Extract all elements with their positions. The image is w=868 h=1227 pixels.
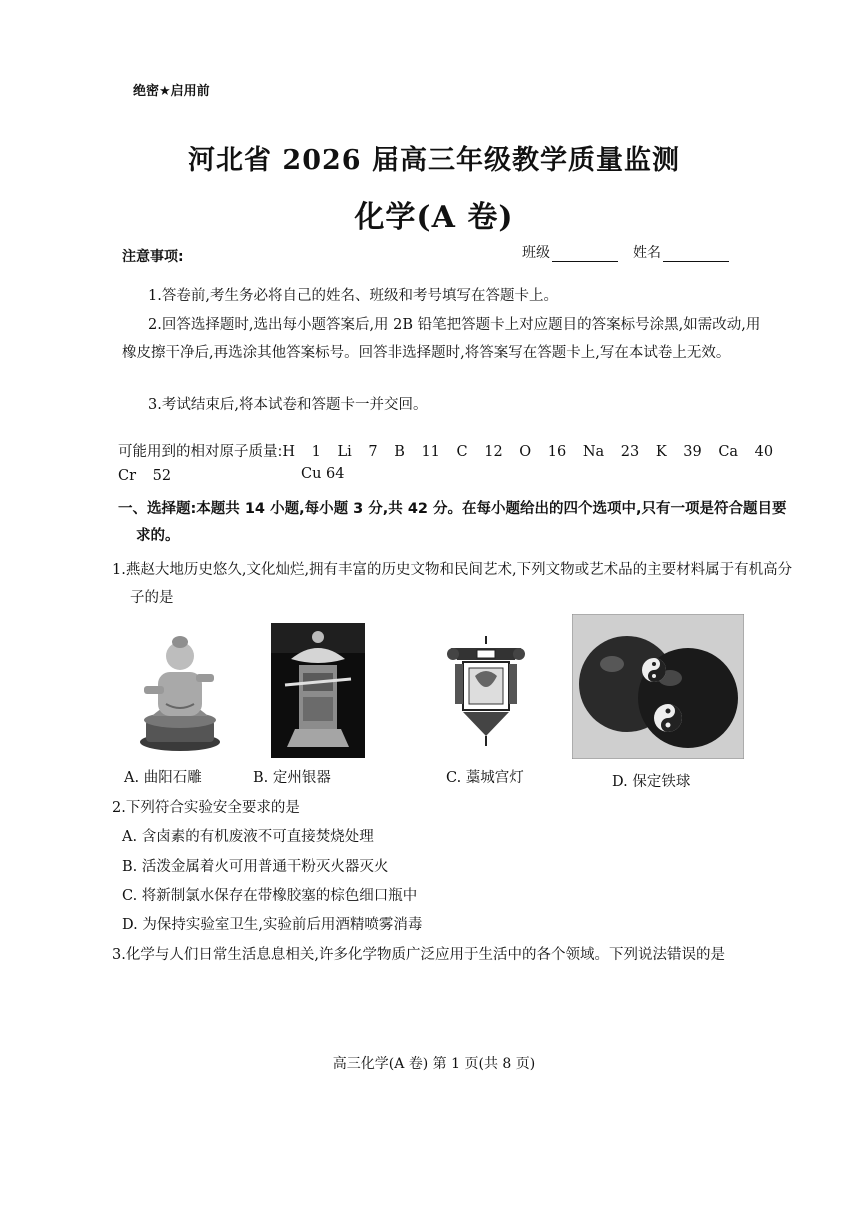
atomic-masses [118,440,778,488]
question-2-option-d: D. 为保持实验室卫生,实验前后用酒精喷雾消毒 [122,917,423,933]
name-blank[interactable] [663,245,729,262]
question-1-option-a: A. 曲阳石雕 [124,770,202,786]
atomic-masses-label: 可能用到的相对原子质量: [118,444,283,460]
class-label: 班级 [522,245,550,261]
confidential-label: 绝密★启用前 [133,84,210,99]
page-footer: 高三化学(A 卷) 第 1 页(共 8 页) [332,1056,536,1072]
class-field[interactable] [522,242,618,262]
question-2-option-b: B. 活泼金属着火可用普通干粉灭火器灭火 [122,859,389,875]
atomic-masses-items: H 1 Li 7 B 11 C 12 O 16 Na 23 K 39 Ca 40 Cr 52 [118,444,774,484]
stone-statue-image [136,620,224,752]
question-2-stem: 2.下列符合实验安全要求的是 [112,800,300,816]
class-blank[interactable] [552,245,618,262]
silver-vessel-image [271,623,365,758]
notice-item-2: 2.回答选择题时,选出每小题答案后,用 2B 铅笔把答题卡上对应题目的答案标号涂黑,如需改动,用橡皮擦干净后,再选涂其他答案标号。回答非选择题时,将答案写在答题卡上,写在本试卷上无效。 [122,317,761,361]
notice-heading: 注意事项: [122,249,184,265]
question-1-option-d: D. 保定铁球 [612,774,691,790]
section-heading: 一、选择题:本题共 14 小题,每小题 3 分,共 42 分。在每小题给出的四个选项中,只有一项是符合题目要求的。 [118,501,787,544]
palace-lantern-image [445,636,527,748]
question-3-stem: 3.化学与人们日常生活息息相关,许多化学物质广泛应用于生活中的各个领域。下列说法错误的是 [112,947,725,963]
question-1-stem: 1.燕赵大地历史悠久,文化灿烂,拥有丰富的历史文物和民间艺术,下列文物或艺术品的主要材料属于有机高分子的是 [112,562,793,606]
question-2-option-a: A. 含卤素的有机废液不可直接焚烧处理 [122,829,374,845]
iron-balls-image [572,614,744,759]
question-1-option-c: C. 藁城宫灯 [446,770,524,786]
name-label: 姓名 [633,245,661,261]
atomic-masses-cont: Cu 64 [301,466,345,482]
question-1-option-b: B. 定州银器 [253,770,331,786]
exam-title: 河北省 2026 届高三年级教学质量监测 [188,145,680,176]
notice-item-3: 3.考试结束后,将本试卷和答题卡一并交回。 [148,397,428,413]
exam-subtitle: 化学(A 卷) [354,200,514,235]
notice-item-1: 1.答卷前,考生务必将自己的姓名、班级和考号填写在答题卡上。 [148,288,558,304]
question-2-option-c: C. 将新制氯水保存在带橡胶塞的棕色细口瓶中 [122,888,418,904]
name-field[interactable] [633,242,729,262]
